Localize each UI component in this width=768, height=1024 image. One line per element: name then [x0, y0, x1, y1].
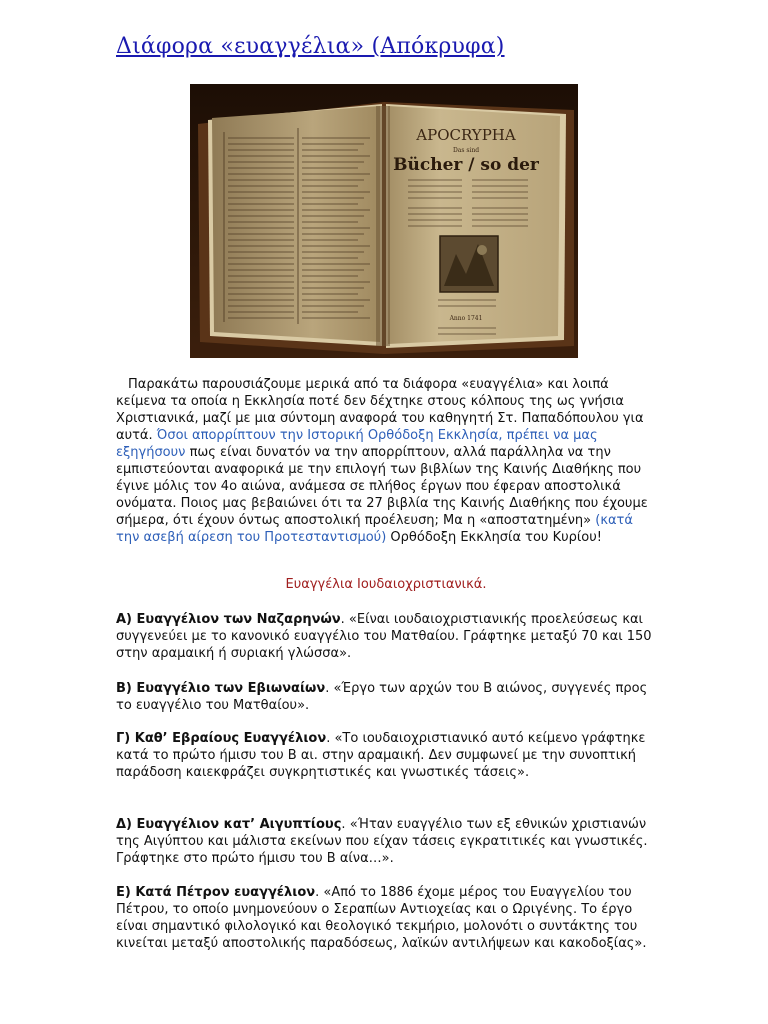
entry-title: Γ) Καθ’ Εβραίους Ευαγγέλιον: [116, 731, 327, 746]
book-footer-text: Anno 1741: [449, 315, 483, 322]
entry-text: «Από το 1886 έχομε μέρος του Ευαγγελίου του Πέτρου, το οποίο μνημονεύουν ο Σεραπίων Αντιοχείας και ο Ωριγένης. Το έργο είναι σημαντικό φιλολογικό και θεολογικό τεκμήριο, μολονότι ο συντάκτης του κινείται μεταξύ αποστολικής παραδόσεως, λαϊκών αντιλήψεων και κακοδοξίας».: [116, 885, 647, 951]
entry-egyptians: Δ) Ευαγγέλιον κατ’ Αιγυπτίους. «Ήταν ευαγγέλιο των εξ εθνικών χριστιανών της Αιγύπτου και μάλιστα εκείνων που είχαν τάσεις εγκρατιτικές και γνωστικές. Γράφτηκε στο πρώτο ήμισυ του Β αίνα…».: [116, 817, 648, 866]
intro-text-3: Ορθόδοξη Εκκλησία του Κυρίου!: [390, 530, 602, 545]
book-word-text: Bücher / so der: [393, 155, 539, 175]
intro-paragraph: [116, 376, 656, 546]
entry-title: Ε) Κατά Πέτρον ευαγγέλιον: [116, 885, 316, 900]
entry-text: «Το ιουδαιοχριστιανικό αυτό κείμενο γράφτηκε κατά το πρώτο ήμισυ του Β αι. στην αραμαική. Δεν συμφωνεί με την συνοπτική παράδοση καιεκφράζει συγκρητιστικές και γνωστικές τάσεις».: [116, 731, 646, 780]
entry-title: Β) Ευαγγέλιο των Εβιωναίων: [116, 681, 326, 696]
entry-text: «Είναι ιουδαιοχριστιανικής προελεύσεως και συγγενεύει με το κανονικό ευαγγέλιο του Ματθαίου. Γράφτηκε μεταξύ 70 και 150 στην αραμαική ή συριακή γλώσσα».: [116, 612, 652, 661]
entry-hebrews: Γ) Καθ’ Εβραίους Ευαγγέλιον. «Το ιουδαιοχριστιανικό αυτό κείμενο γράφτηκε κατά το πρώτο ήμισυ του Β αι. στην αραμαική. Δεν συμφωνεί με την συνοπτική παράδοση καιεκφράζει συγκρητιστικές και γνωστικές τάσεις».: [116, 731, 646, 780]
book-heading-text: APOCRYPHA: [416, 126, 516, 144]
entry-peter: Ε) Κατά Πέτρον ευαγγέλιον. «Από το 1886 έχομε μέρος του Ευαγγελίου του Πέτρου, το οποίο μνημονεύουν ο Σεραπίων Αντιοχείας και ο Ωριγένης. Το έργο είναι σημαντικό φιλολογικό και θεολογικό τεκμήριο, μολονότι ο συντάκτης του κινείται μεταξύ αποστολικής παραδόσεως, λαϊκών αντιλήψεων και κακοδοξίας».: [116, 885, 647, 951]
section-heading: Ευαγγέλια Ιουδαιοχριστιανικά.: [285, 577, 487, 592]
entry-text: «Ήταν ευαγγέλιο των εξ εθνικών χριστιανών της Αιγύπτου και μάλιστα εκείνων που είχαν τάσεις εγκρατιτικές και γνωστικές. Γράφτηκε στο πρώτο ήμισυ του Β αίνα…».: [116, 817, 648, 866]
entry-title: Α) Ευαγγέλιον των Ναζαρηνών: [116, 612, 341, 627]
entry-nazarenes: Α) Ευαγγέλιον των Ναζαρηνών. «Είναι ιουδαιοχριστιανικής προελεύσεως και συγγενεύει με το κανονικό ευαγγέλιο του Ματθαίου. Γράφτηκε μεταξύ 70 και 150 στην αραμαική ή συριακή γλώσσα».: [116, 612, 652, 661]
apocrypha-book-photo: [190, 84, 578, 358]
entry-ebionites: Β) Ευαγγέλιο των Εβιωναίων. «Έργο των αρχών του Β αιώνος, συγγενές προς το ευαγγέλιο του Ματθαίου».: [116, 681, 648, 713]
open-book-illustration: [190, 84, 578, 358]
protestantism-link[interactable]: (κατά την ασεβή αίρεση του Προτεσταντισμού): [116, 513, 633, 545]
entry-text: «Έργο των αρχών του Β αιώνος, συγγενές προς το ευαγγέλιο του Ματθαίου».: [116, 681, 648, 713]
intro-text-1: Παρακάτω παρουσιάζουμε μερικά από τα διάφορα «ευαγγέλια» και λοιπά κείμενα τα οποία η Εκκλησία ποτέ δεν δέχτηκε στους κόλπους της ως γνήσια Χριστιανικά, μαζί με μια σύντομη αναφορά του καθηγητή Στ. Παπαδόπουλου για αυτά.: [116, 377, 644, 443]
orthodox-church-link[interactable]: Όσοι απορρίπτουν την Ιστορική Ορθόδοξη Εκκλησία, πρέπει να μας εξηγήσουν: [116, 428, 598, 460]
entry-title: Δ) Ευαγγέλιον κατ’ Αιγυπτίους: [116, 817, 342, 832]
intro-text-2: πως είναι δυνατόν να την απορρίπτουν, αλλά παράλληλα να την εμπιστεύονται αναφορικά με την επιλογή των βιβλίων της Καινής Διαθήκης που έγινε μόλις τον 4ο αιώνα, ανάμεσα σε πλήθος έργων που έφεραν αποστολικά ονόματα. Ποιος μας βεβαιώνει ότι τα 27 βιβλία της Καινής Διαθήκης που έχουμε σήμερα, ότι έχουν όντως αποστολική προέλευση; Μα η «αποστατημένη»: [116, 445, 648, 528]
page-title[interactable]: Διάφορα «ευαγγέλια» (Απόκρυφα): [116, 34, 505, 59]
book-subheading-text: Das sind: [452, 147, 480, 154]
